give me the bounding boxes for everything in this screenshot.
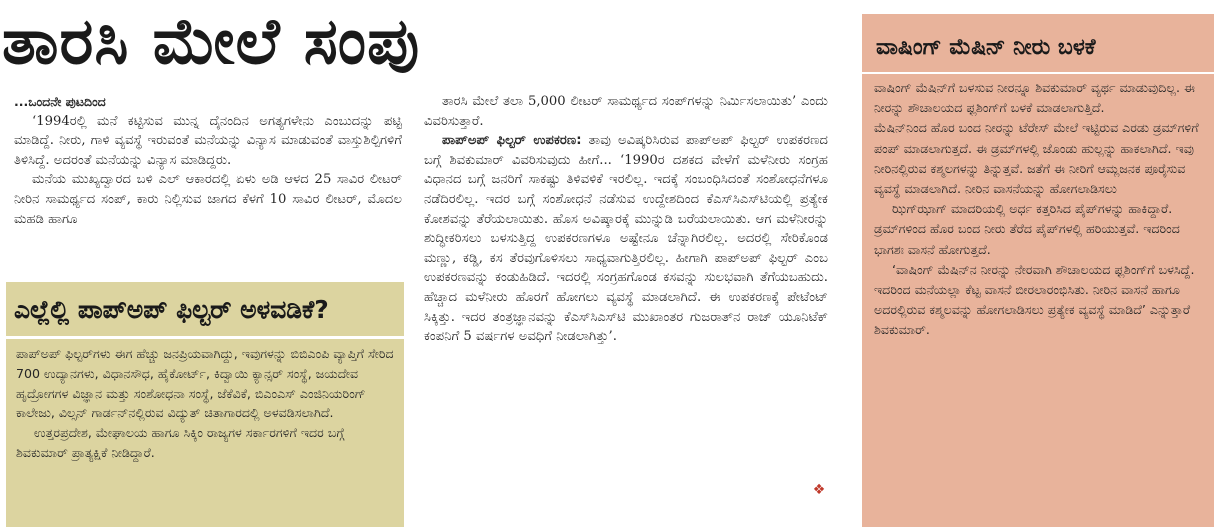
box-body [874,78,1204,518]
sidebar-box-washing-machine [862,14,1214,527]
box-paragraph: ‘ವಾಷಿಂಗ್ ಮೆಷಿನ್‌ನ ನೀರನ್ನು ನೇರವಾಗಿ ಶೌಚಾಲಯದ ಫ್ಲಶಿಂಗ್‌ಗೆ ಬಳಸಿದ್ದೆ. ಇದರಿಂದ ಮನೆಯಲ್ಲಾ ಕೆಟ್ಟ ವಾಸನೆ ಬೀರಲಾರಂಭಿಸಿತು. ನೀರಿನ ವಾಸನೆ ಹಾಗೂ ಅದರಲ್ಲಿರುವ ಕಶ್ಮಲವನ್ನು ಹೋಗಲಾಡಿಸಲು ಪ್ರತ್ಯೇಕ ವ್ಯವಸ್ಥೆ ಮಾಡಿದೆ’ ಎನ್ನುತ್ತಾರೆ ಶಿವಕುಮಾರ್. [874,261,1195,338]
sidebar-box-popup-filter [6,282,404,527]
subheading: ಪಾಪ್‌ಅಪ್ ಫಿಲ್ಟರ್ ಉಪಕರಣ: [442,133,582,149]
box-paragraph: ಝಿಗ್‌ಝಾಗ್ ಮಾದರಿಯಲ್ಲಿ ಅರ್ಧ ಕತ್ತರಿಸಿದ ಪೈಪ್‌ಗಳನ್ನು ಹಾಕಿದ್ದಾರೆ. ಡ್ರಮ್‌ಗಳಿಂದ ಹೊರ ಬಂದ ನೀರು ತೆರೆದ ಪೈಪ್‌ಗಳಲ್ಲಿ ಹರಿಯುತ್ತವೆ. ಇದರಿಂದ ಭಾಗಶಃ ವಾಸನೆ ಹೋಗುತ್ತದೆ. [874,201,1180,257]
article-column-1 [14,92,402,272]
headline: ತಾರಸಿ ಮೇಲೆ ಸಂಪು [2,5,421,79]
divider [862,72,1214,74]
paragraph-text: ತಾವು ಅವಿಷ್ಕರಿಸಿರುವ ಪಾಪ್‌ಅಪ್ ಫಿಲ್ಟರ್ ಉಪಕರಣದ ಬಗ್ಗೆ ಶಿವಕುಮಾರ್ ವಿವರಿಸುವುದು ಹೀಗೆ... ‘1990ರ ದಶಕದ ವೇಳೆಗೆ ಮಳೆನೀರು ಸಂಗ್ರಹ ವಿಧಾನದ ಬಗ್ಗೆ ಜನರಿಗೆ ಸಾಕಷ್ಟು ತಿಳಿವಳಿಕೆ ಇರಲಿಲ್ಲ. ಇದಕ್ಕೆ ಸಂಬಂಧಿಸಿದಂತೆ ಸಂಶೋಧನೆಗಳೂ ನಡೆದಿರಲಿಲ್ಲ. ಇದರ ಬಗ್ಗೆ ಸಂಶೋಧನೆ ನಡೆಸುವ ಉದ್ದೇಶದಿಂದ ಕೆಎಸ್‌ಸಿಎಸ್‌ಟಿಯಲ್ಲಿ ಪ್ರತ್ಯೇಕ ಕೋಶವನ್ನು ತೆರೆಯಲಾಯಿತು. ಹೊಸ ಅವಿಷ್ಕಾರಕ್ಕೆ ಮುನ್ನುಡಿ ಬರೆಯಲಾಯಿತು. ಆಗ ಮಳೆನೀರನ್ನು ಶುದ್ಧೀಕರಿಸಲು ಬಳಸುತ್ತಿದ್ದ ಉಪಕರಣಗಳೂ ಅಷ್ಟೇನೂ ಚೆನ್ನಾಗಿರಲಿಲ್ಲ. ಅದರಲ್ಲಿ ಸೇರಿಕೊಂಡ ಮಣ್ಣು, ಕಡ್ಡಿ, ಕಸ ತೆರವುಗೊಳಿಸಲು ಸಾಧ್ಯವಾಗುತ್ತಿರಲಿಲ್ಲ. ಹೀಗಾಗಿ ಪಾಪ್‌ಅಪ್ ಫಿಲ್ಟರ್ ಎಂಬ ಉಪಕರಣವನ್ನು ಕಂಡುಹಿಡಿದೆ. ಇದರಲ್ಲಿ ಸಂಗ್ರಹಗೊಂಡ ಕಸವನ್ನು ಸುಲಭವಾಗಿ ತೆಗೆಯಬಹುದು. ಹೆಚ್ಚಾದ ಮಳೆನೀರು ಹೊರಗೆ ಹೋಗಲು ವ್ಯವಸ್ಥೆ ಮಾಡಲಾಗಿದೆ. ಈ ಉಪಕರಣಕ್ಕೆ ಪೇಟೆಂಟ್ ಸಿಕ್ಕಿತ್ತು. ಇದರ ತಂತ್ರಜ್ಞಾನವನ್ನು ಕೆಎಸ್‌ಸಿಎಸ್‌ಟಿ ಮುಖಾಂತರ ಗುಜರಾತ್‌ನ ರಾಜ್ ಯೂನಿಟೆಕ್ ಕಂಪನಿಗೆ 5 ವರ್ಷಗಳ ಅವಧಿಗೆ ನೀಡಲಾಗಿತ್ತು’. [424,133,828,345]
divider [6,336,404,339]
box-paragraph: ಪಾಪ್‌ಅಪ್ ಫಿಲ್ಟರ್‌ಗಳು ಈಗ ಹೆಚ್ಚು ಜನಪ್ರಿಯವಾಗಿದ್ದು, ಇವುಗಳನ್ನು ಬಿಬಿಎಂಪಿ ವ್ಯಾಪ್ತಿಗೆ ಸೇರಿದ 700 ಉದ್ಯಾನಗಳು, ವಿಧಾನಸೌಧ, ಹೈಕೋರ್ಟ್, ಕಿದ್ವಾಯಿ ಕ್ಯಾನ್ಸರ್ ಸಂಸ್ಥೆ, ಜಯದೇವ ಹೃದ್ರೋಗಗಳ ವಿಜ್ಞಾನ ಮತ್ತು ಸಂಶೋಧನಾ ಸಂಸ್ಥೆ, ಜೆಕೆವಿಕೆ, ಬಿಎಂಎಸ್ ಎಂಜಿನಿಯರಿಂಗ್ ಕಾಲೇಜು, ವಿಲ್ಸನ್ ಗಾರ್ಡನ್‌ನಲ್ಲಿರುವ ವಿದ್ಯುತ್ ಚಿತಾಗಾರದಲ್ಲಿ ಅಳವಡಿಸಲಾಗಿದೆ. [16,346,394,421]
box-body [16,344,394,524]
box-title: ಎಲ್ಲೆಲ್ಲಿ ಪಾಪ್‌ಅಪ್ ಫಿಲ್ಟರ್ ಅಳವಡಿಕೆ? [14,295,329,324]
box-paragraph: ಉತ್ತರಪ್ರದೇಶ, ಮೇಘಾಲಯ ಹಾಗೂ ಸಿಕ್ಕಿಂ ರಾಜ್ಯಗಳ ಸರ್ಕಾರಗಳಿಗೆ ಇದರ ಬಗ್ಗೆ ಶಿವಕುಮಾರ್ ಪ್ರಾತ್ಯಕ್ಷಿಕೆ ನೀಡಿದ್ದಾರೆ. [16,425,345,460]
article-column-2 [424,92,828,512]
article-paragraph: ತಾರಸಿ ಮೇಲೆ ತಲಾ 5,000 ಲೀಟರ್ ಸಾಮರ್ಥ್ಯದ ಸಂಪ್‌ಗಳನ್ನು ನಿರ್ಮಿಸಲಾಯಿತು’ ಎಂದು ವಿವರಿಸುತ್ತಾರೆ. [424,94,828,129]
box-paragraph: ಮೆಷಿನ್‌ನಿಂದ ಹೊರ ಬಂದ ನೀರನ್ನು ಟೆರೇಸ್ ಮೇಲೆ ಇಟ್ಟಿರುವ ಎರಡು ಡ್ರಮ್‌ಗಳಿಗೆ ಪಂಪ್ ಮಾಡಲಾಗುತ್ತದೆ. ಈ ಡ್ರಮ್‌ಗಳಲ್ಲಿ ಜೊಂಡು ಹುಲ್ಲನ್ನು ಹಾಕಲಾಗಿದೆ. ಇವು ನೀರಿನಲ್ಲಿರುವ ಕಶ್ಮಲಗಳನ್ನು ತಿನ್ನುತ್ತವೆ. ಜತೆಗೆ ಈ ನೀರಿಗೆ ಆಮ್ಲಜನಕ ಪೂರೈಸುವ ವ್ಯವಸ್ಥೆ ಮಾಡಲಾಗಿದೆ. ನೀರಿನ ವಾಸನೆಯನ್ನು ಹೋಗಲಾಡಿಸಲು [874,120,1199,197]
box-title: ವಾಷಿಂಗ್ ಮೆಷಿನ್ ನೀರು ಬಳಕೆ [876,35,1096,60]
article-paragraph: ‘1994ರಲ್ಲಿ ಮನೆ ಕಟ್ಟಿಸುವ ಮುನ್ನ ದೈನಂದಿನ ಅಗತ್ಯಗಳೇನು ಎಂಬುದನ್ನು ಪಟ್ಟಿ ಮಾಡಿದ್ದೆ. ನೀರು, ಗಾಳಿ ವ್ಯವಸ್ಥೆ ಇರುವಂತೆ ಮನೆಯನ್ನು ವಿನ್ಯಾಸ ಮಾಡುವಂತೆ ವಾಸ್ತುಶಿಲ್ಪಿಗಳಿಗೆ ತಿಳಿಸಿದ್ದೆ. ಅದರಂತೆ ಮನೆಯನ್ನು ವಿನ್ಯಾಸ ಮಾಡಿದ್ದರು. [14,113,402,168]
article-paragraph: ಮನೆಯ ಮುಖ್ಯದ್ವಾರದ ಬಳಿ ಎಲ್ ಆಕಾರದಲ್ಲಿ ಏಳು ಅಡಿ ಆಳದ 25 ಸಾವಿರ ಲೀಟರ್ ನೀರಿನ ಸಾಮರ್ಥ್ಯದ ಸಂಪ್, ಕಾರು ನಿಲ್ಲಿಸುವ ಜಾಗದ ಕೆಳಗೆ 10 ಸಾವಿರ ಲೀಟರ್, ಮೊದಲ ಮಹಡಿ ಹಾಗೂ [14,172,402,227]
end-mark-icon: ❖ [812,482,826,498]
box-paragraph: ವಾಷಿಂಗ್ ಮೆಷಿನ್‌ಗೆ ಬಳಸುವ ನೀರನ್ನೂ ಶಿವಕುಮಾರ್ ವ್ಯರ್ಥ ಮಾಡುವುದಿಲ್ಲ. ಈ ನೀರನ್ನು ಶೌಚಾಲಯದ ಫ್ಲಶಿಂಗ್‌ಗೆ ಬಳಕೆ ಮಾಡಲಾಗುತ್ತಿದೆ. [874,80,1195,116]
article-paragraph [424,131,828,347]
continued-from-label: ...ಒಂದನೇ ಪುಟದಿಂದ [14,94,106,109]
